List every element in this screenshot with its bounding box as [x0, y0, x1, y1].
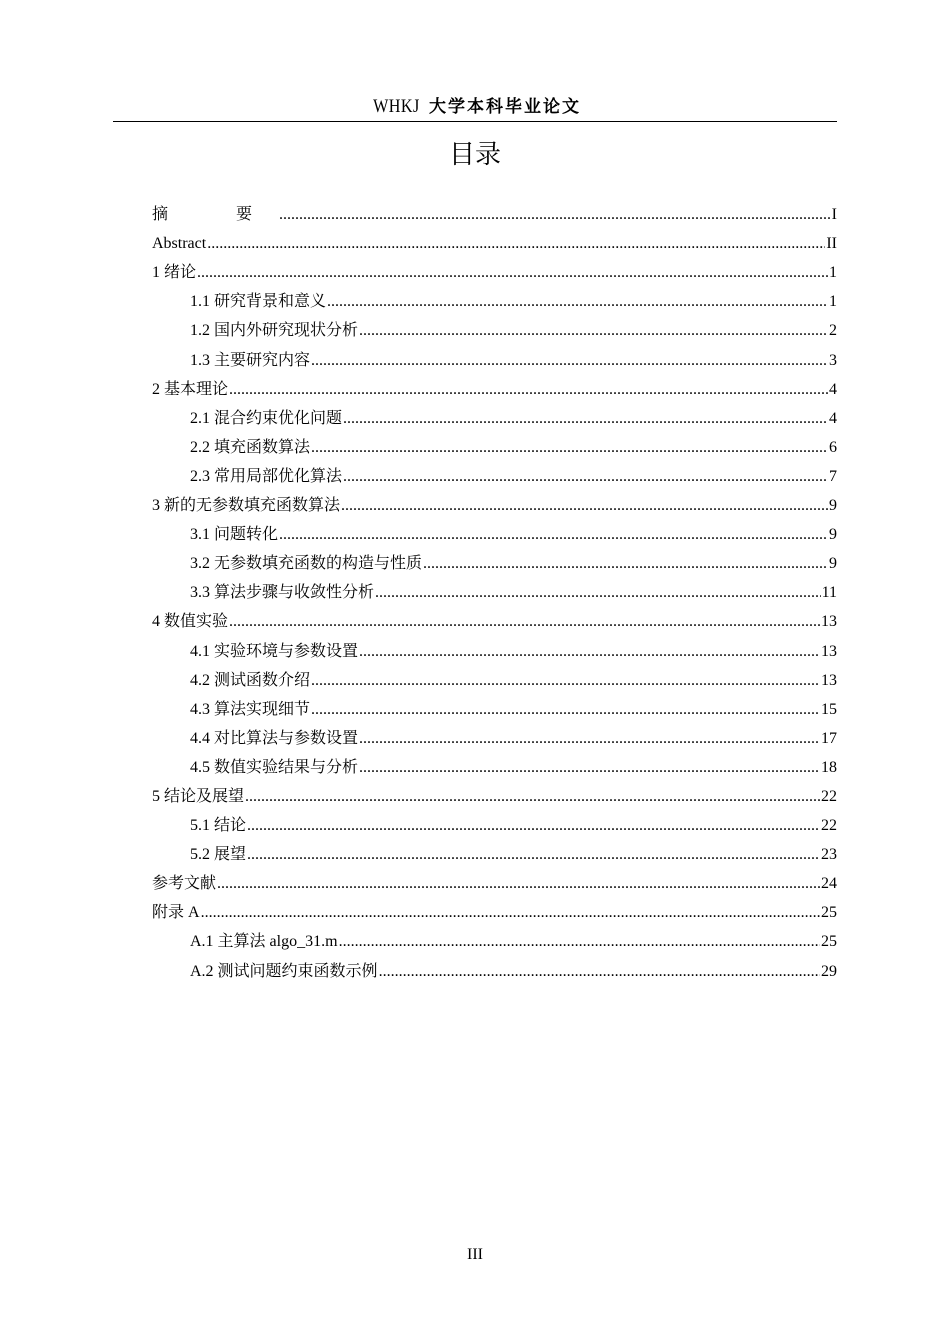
toc-entry[interactable] — [152, 491, 837, 520]
toc-entry[interactable] — [152, 316, 837, 345]
table-of-contents — [152, 200, 837, 986]
toc-entry-label: Abstract — [152, 235, 207, 253]
toc-entry[interactable] — [152, 345, 837, 374]
toc-dot-leader — [247, 840, 820, 869]
toc-entry-label: 3 新的无参数填充函数算法 — [152, 497, 341, 515]
toc-entry-label: A.1 主算法 algo_31.m — [190, 933, 338, 951]
toc-entry-page: I — [831, 206, 837, 224]
toc-entry-page: 23 — [821, 846, 837, 864]
toc-dot-leader — [311, 666, 820, 695]
toc-entry[interactable] — [152, 840, 837, 869]
toc-dot-leader — [229, 375, 828, 404]
toc-entry-page: 13 — [821, 613, 837, 631]
toc-entry-label: 1.3 主要研究内容 — [190, 351, 311, 369]
toc-dot-leader — [359, 724, 820, 753]
toc-entry-page: 1 — [829, 264, 837, 282]
toc-entry-page: 4 — [829, 380, 837, 398]
toc-entry[interactable] — [152, 375, 837, 404]
toc-entry[interactable] — [152, 462, 837, 491]
toc-dot-leader — [207, 229, 825, 258]
toc-dot-leader — [423, 549, 828, 578]
toc-entry-label: 2.2 填充函数算法 — [190, 438, 311, 456]
toc-dot-leader — [341, 491, 828, 520]
toc-entry-page: 3 — [829, 351, 837, 369]
toc-entry-label: 1.2 国内外研究现状分析 — [190, 322, 359, 340]
toc-entry-page: 7 — [829, 467, 837, 485]
toc-entry[interactable] — [152, 200, 837, 229]
toc-entry-page: 9 — [829, 555, 837, 573]
toc-entry-label: 4.1 实验环境与参数设置 — [190, 642, 359, 660]
header-subtitle: 大学本科毕业论文 — [429, 97, 582, 117]
toc-entry[interactable] — [152, 782, 837, 811]
header-brand: WHKJ — [373, 96, 420, 117]
toc-entry-page: 2 — [829, 322, 837, 340]
toc-entry-label: 4.5 数值实验结果与分析 — [190, 758, 359, 776]
toc-entry-page: 17 — [821, 729, 837, 747]
toc-entry-label: 摘 要 — [152, 206, 279, 224]
toc-entry-label: 4.4 对比算法与参数设置 — [190, 729, 359, 747]
toc-entry-page: 15 — [821, 700, 837, 718]
toc-entry-page: 29 — [821, 962, 837, 980]
toc-entry-label: A.2 测试问题约束函数示例 — [190, 962, 378, 980]
toc-entry-page: 9 — [829, 526, 837, 544]
toc-entry[interactable] — [152, 927, 837, 956]
toc-entry[interactable] — [152, 578, 837, 607]
toc-entry-label: 4 数值实验 — [152, 613, 229, 631]
toc-entry-page: 22 — [821, 817, 837, 835]
toc-entry[interactable] — [152, 433, 837, 462]
toc-entry[interactable] — [152, 666, 837, 695]
toc-entry-label: 1 绪论 — [152, 264, 197, 282]
toc-entry-label: 附录 A — [152, 904, 200, 922]
toc-entry-label: 5.1 结论 — [190, 817, 247, 835]
toc-entry-label: 1.1 研究背景和意义 — [190, 293, 327, 311]
toc-entry[interactable] — [152, 956, 837, 985]
toc-entry-page: II — [826, 235, 837, 253]
toc-dot-leader — [359, 637, 820, 666]
toc-entry-page: 25 — [821, 933, 837, 951]
toc-entry[interactable] — [152, 695, 837, 724]
toc-dot-leader — [279, 200, 831, 229]
toc-entry[interactable] — [152, 724, 837, 753]
toc-dot-leader — [359, 316, 828, 345]
toc-dot-leader — [311, 433, 828, 462]
toc-dot-leader — [279, 520, 828, 549]
toc-entry[interactable] — [152, 520, 837, 549]
toc-entry-label: 3.2 无参数填充函数的构造与性质 — [190, 555, 423, 573]
toc-dot-leader — [229, 607, 820, 636]
toc-entry-page: 13 — [821, 671, 837, 689]
toc-entry-page: 22 — [821, 787, 837, 805]
toc-dot-leader — [201, 898, 820, 927]
toc-entry[interactable] — [152, 607, 837, 636]
toc-dot-leader — [217, 869, 820, 898]
toc-dot-leader — [311, 695, 820, 724]
toc-entry-label: 4.3 算法实现细节 — [190, 700, 311, 718]
toc-entry-page: 24 — [821, 875, 837, 893]
toc-entry-label: 2.1 混合约束优化问题 — [190, 409, 343, 427]
toc-entry[interactable] — [152, 549, 837, 578]
toc-dot-leader — [343, 404, 828, 433]
toc-entry-label: 2.3 常用局部优化算法 — [190, 467, 343, 485]
toc-entry-label: 参考文献 — [152, 875, 217, 893]
toc-entry-label: 3.3 算法步骤与收敛性分析 — [190, 584, 375, 602]
toc-entry-page: 25 — [821, 904, 837, 922]
page-number: III — [467, 1246, 483, 1263]
toc-entry[interactable] — [152, 753, 837, 782]
toc-entry-page: 9 — [829, 497, 837, 515]
toc-dot-leader — [247, 811, 820, 840]
toc-entry-page: 4 — [829, 409, 837, 427]
toc-entry-page: 6 — [829, 438, 837, 456]
toc-entry-label: 4.2 测试函数介绍 — [190, 671, 311, 689]
toc-dot-leader — [327, 287, 828, 316]
toc-entry-label: 5.2 展望 — [190, 846, 247, 864]
toc-entry[interactable] — [152, 636, 837, 665]
toc-dot-leader — [245, 782, 820, 811]
toc-entry[interactable] — [152, 287, 837, 316]
page-header — [113, 94, 837, 121]
toc-entry[interactable] — [152, 869, 837, 898]
toc-dot-leader — [197, 258, 828, 287]
toc-dot-leader — [343, 462, 828, 491]
toc-dot-leader — [339, 927, 820, 956]
toc-dot-leader — [359, 753, 820, 782]
toc-entry-page: 13 — [821, 642, 837, 660]
header-rule — [113, 121, 837, 122]
toc-entry[interactable] — [152, 258, 837, 287]
toc-entry-page: 11 — [821, 584, 837, 602]
toc-entry-label: 3.1 问题转化 — [190, 526, 279, 544]
toc-entry-page: 1 — [829, 293, 837, 311]
toc-entry[interactable] — [152, 404, 837, 433]
toc-entry[interactable] — [152, 898, 837, 927]
toc-entry-page: 18 — [821, 758, 837, 776]
toc-dot-leader — [379, 957, 820, 986]
page-title: 目录 — [448, 140, 501, 170]
toc-dot-leader — [311, 346, 828, 375]
toc-entry[interactable] — [152, 811, 837, 840]
toc-dot-leader — [375, 578, 821, 607]
toc-entry[interactable] — [152, 229, 837, 258]
toc-entry-label: 2 基本理论 — [152, 380, 229, 398]
toc-entry-label: 5 结论及展望 — [152, 787, 245, 805]
